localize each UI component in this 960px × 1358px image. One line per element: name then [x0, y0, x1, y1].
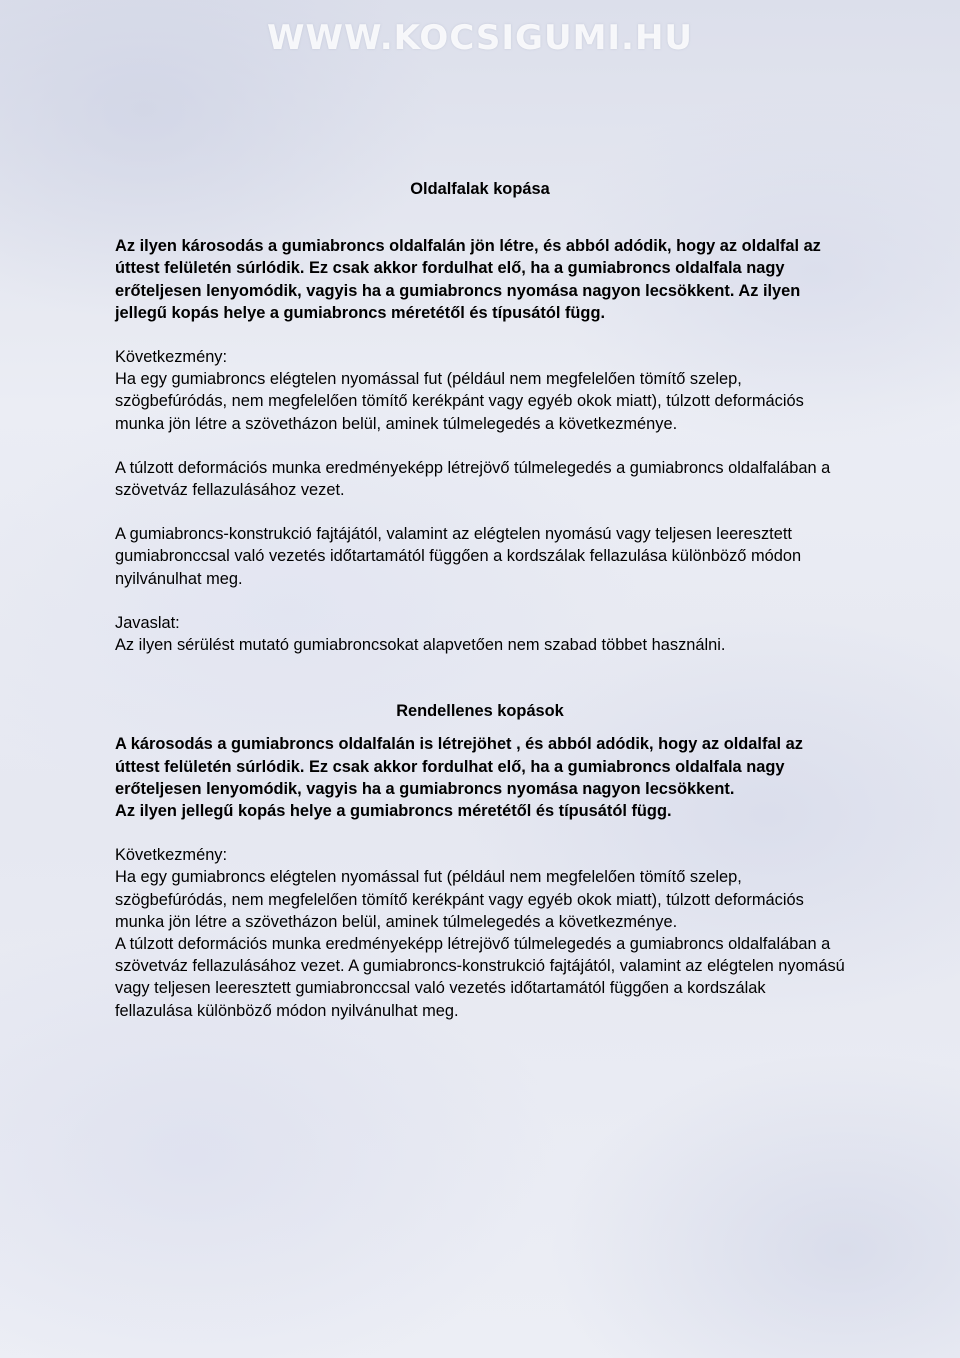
- consequence-text: Ha egy gumiabroncs elégtelen nyomással fut (például nem megfelelően tömítő szelep, szögbefúródás, nem megfelelően tömítő kerékpánt vagy egyéb okok miatt), túlzott deformációs munka jön létre a szövetházon belül, aminek túlmelegedés a következménye.: [115, 370, 804, 433]
- section2-paragraph2: A túlzott deformációs munka eredményeképp létrejövő túlmelegedés a gumiabroncs oldalfalában a szövetváz fellazulásához vezet. A gumiabroncs-konstrukció fajtájától, valamint az elégtelen nyomású vagy teljesen leeresztett gumiabronccsal való vezetés időtartamától függően a kordszálak fellazulása különböző módon nyilvánulhat meg.: [115, 935, 845, 1020]
- section1-suggestion: [115, 612, 845, 656]
- spacer: [115, 590, 845, 612]
- section1-intro: Az ilyen károsodás a gumiabroncs oldalfalán jön létre, és abból adódik, hogy az oldalfal az úttest felületén súrlódik. Ez csak akkor fordulhat elő, ha a gumiabroncs oldalfala nagy erőteljesen lenyomódik, vagyis ha a gumiabroncs nyomása nagyon lecsökkent. Az ilyen jellegű kopás helye a gumiabroncs méretétől és típusától függ.: [115, 237, 821, 322]
- spacer: [115, 324, 845, 346]
- consequence-label: Következmény:: [115, 846, 228, 865]
- section1-consequence: [115, 346, 845, 435]
- section2-intro: A károsodás a gumiabroncs oldalfalán is létrejöhet , és abból adódik, hogy az oldalfal az úttest felületén súrlódik. Ez csak akkor fordulhat elő, ha a gumiabroncs oldalfala nagy erőteljesen lenyomódik, vagyis ha a gumiabroncs nyomása nagyon lecsökkent.: [115, 735, 803, 798]
- consequence-text: Ha egy gumiabroncs elégtelen nyomással fut (például nem megfelelően tömítő szelep, szögbefúródás, nem megfelelően tömítő kerékpánt vagy egyéb okok miatt), túlzott deformációs munka jön létre a szövetházon belül, aminek túlmelegedés a következménye.: [115, 868, 804, 931]
- spacer: [115, 435, 845, 457]
- spacer: [115, 656, 845, 700]
- suggestion-text: Az ilyen sérülést mutató gumiabroncsokat alapvetően nem szabad többet használni.: [115, 636, 726, 655]
- section1-paragraph3: A gumiabroncs-konstrukció fajtájától, valamint az elégtelen nyomású vagy teljesen leeresztett gumiabronccsal való vezetés időtartamától függően a kordszálak fellazulása különböző módon nyilvánulhat meg.: [115, 525, 802, 588]
- section2-consequence: [115, 844, 845, 933]
- section1-paragraph2: A túlzott deformációs munka eredményeképp létrejövő túlmelegedés a gumiabroncs oldalfalában a szövetváz fellazulásához vezet.: [115, 458, 831, 500]
- section1-title: Oldalfalak kopása: [410, 180, 550, 198]
- suggestion-label: Javaslat:: [115, 613, 180, 632]
- spacer: [115, 822, 845, 844]
- section2-title: Rendellenes kopások: [396, 702, 564, 721]
- spacer: [115, 501, 845, 523]
- consequence-label: Következmény:: [115, 348, 228, 367]
- section2-intro2: Az ilyen jellegű kopás helye a gumiabroncs méretétől és típusától függ.: [115, 802, 672, 821]
- watermark-logo: WWW.KOCSIGUMI.HU: [266, 18, 694, 58]
- document-body: [115, 178, 845, 1022]
